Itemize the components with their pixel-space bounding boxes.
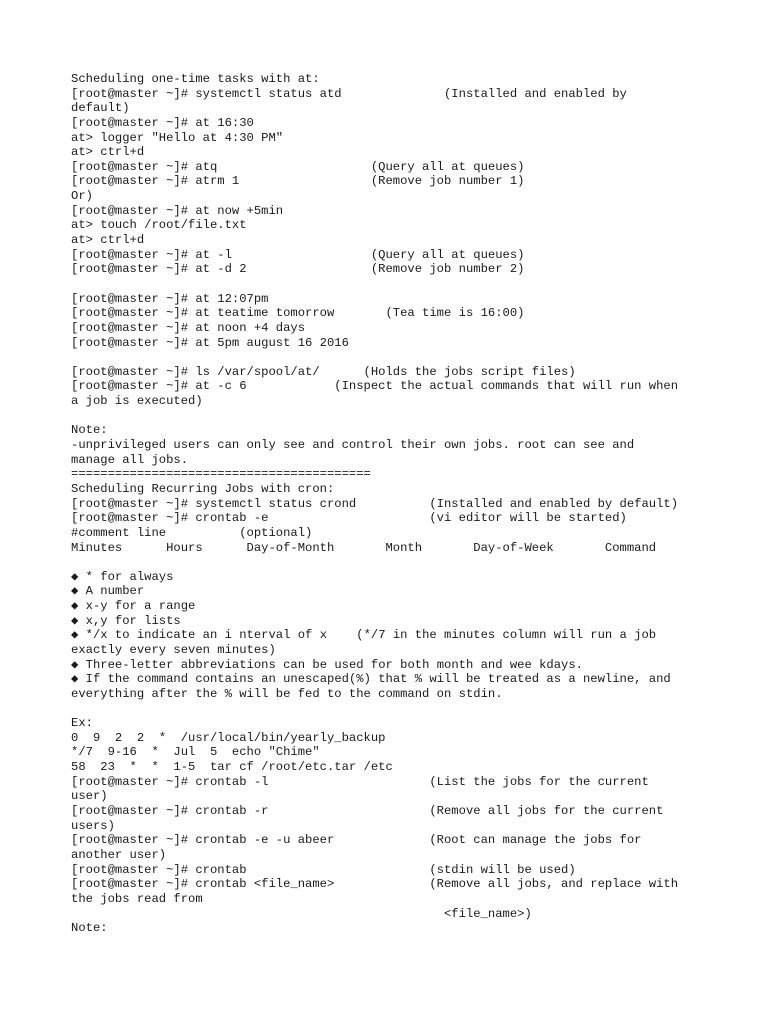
document-line: another user) (71, 847, 167, 862)
document-line: at> logger "Hello at 4:30 PM" (71, 130, 284, 145)
document-text (71, 72, 751, 936)
document-line: at> touch /root/file.txt (71, 218, 247, 233)
document-line: Ex: (71, 716, 93, 731)
document-line: [root@master ~]# atrm 1 (Remove job number 1) (71, 174, 525, 189)
document-line: everything after the % will be fed to the command on stdin. (71, 686, 503, 701)
document-line: Scheduling one-time tasks with at: (71, 72, 320, 86)
document-line: [root@master ~]# at 16:30 (71, 115, 254, 130)
document-line: [root@master ~]# systemctl status crond (Installed and enabled by default) (71, 496, 679, 511)
document-line: [root@master ~]# crontab (stdin will be used) (71, 862, 576, 877)
document-line (71, 277, 751, 292)
document-line: ========================================= (71, 467, 371, 482)
document-line: a job is executed) (71, 394, 203, 409)
document-line (71, 350, 751, 365)
document-line: [root@master ~]# crontab -r (Remove all jobs for the current (71, 804, 664, 819)
document-line: 58 23 * * 1-5 tar cf /root/etc.tar /etc (71, 760, 393, 775)
document-line: default) (71, 101, 130, 116)
document-line: ◆ If the command contains an unescaped(%) that % will be treated as a newline, and (71, 672, 671, 687)
document-line: [root@master ~]# systemctl status atd (Installed and enabled by (71, 86, 627, 101)
document-line: [root@master ~]# at noon +4 days (71, 320, 306, 335)
document-line: [root@master ~]# crontab <file_name> (Remove all jobs, and replace with (71, 877, 679, 892)
document-line: manage all jobs. (71, 452, 189, 467)
document-line: users) (71, 818, 115, 833)
document-line: Note: (71, 921, 108, 936)
document-line: ◆ A number (71, 584, 145, 599)
document-line (71, 555, 751, 570)
document-line (71, 409, 751, 424)
document-line: user) (71, 789, 108, 804)
document-line: [root@master ~]# ls /var/spool/at/ (Holds the jobs script files) (71, 364, 576, 379)
document-line: the jobs read from (71, 891, 203, 906)
document-line: ◆ */x to indicate an i nterval of x (*/7 in the minutes column will run a job (71, 628, 657, 643)
document-line: <file_name>) (71, 906, 532, 921)
document-line: at> ctrl+d (71, 145, 145, 160)
document-line: ◆ * for always (71, 569, 174, 584)
document-line (71, 702, 751, 717)
document-line: [root@master ~]# crontab -l (List the jobs for the current (71, 774, 649, 789)
document-line: [root@master ~]# at 12:07pm (71, 291, 269, 306)
document-line: [root@master ~]# at 5pm august 16 2016 (71, 335, 349, 350)
document-line: ◆ x,y for lists (71, 613, 181, 628)
document-line: -unprivileged users can only see and control their own jobs. root can see and (71, 438, 635, 453)
document-line: 0 9 2 2 * /usr/local/bin/yearly_backup (71, 730, 386, 745)
document-line: [root@master ~]# at -c 6 (Inspect the actual commands that will run when (71, 379, 679, 394)
document-line: Note: (71, 423, 108, 438)
document-line: [root@master ~]# at -l (Query all at queues) (71, 247, 525, 262)
document-line: Minutes Hours Day-of-Month Month Day-of-Week Command (71, 540, 657, 555)
document-line: at> ctrl+d (71, 233, 145, 248)
document-line: Scheduling Recurring Jobs with cron: (71, 481, 335, 496)
document-line: [root@master ~]# crontab -e -u abeer (Root can manage the jobs for (71, 833, 642, 848)
document-line: [root@master ~]# at -d 2 (Remove job number 2) (71, 262, 525, 277)
document-line: Or) (71, 189, 93, 204)
document-line: exactly every seven minutes) (71, 642, 276, 657)
document-line: ◆ x-y for a range (71, 599, 196, 614)
document-line: [root@master ~]# crontab -e (vi editor will be started) (71, 511, 627, 526)
document-line: [root@master ~]# at teatime tomorrow (Tea time is 16:00) (71, 306, 525, 321)
document-line: ◆ Three-letter abbreviations can be used for both month and wee kdays. (71, 657, 583, 672)
document-line: [root@master ~]# atq (Query all at queues) (71, 159, 525, 174)
document-line: */7 9-16 * Jul 5 echo "Chime" (71, 745, 320, 760)
document-line: [root@master ~]# at now +5min (71, 203, 284, 218)
document-line: #comment line (optional) (71, 525, 313, 540)
